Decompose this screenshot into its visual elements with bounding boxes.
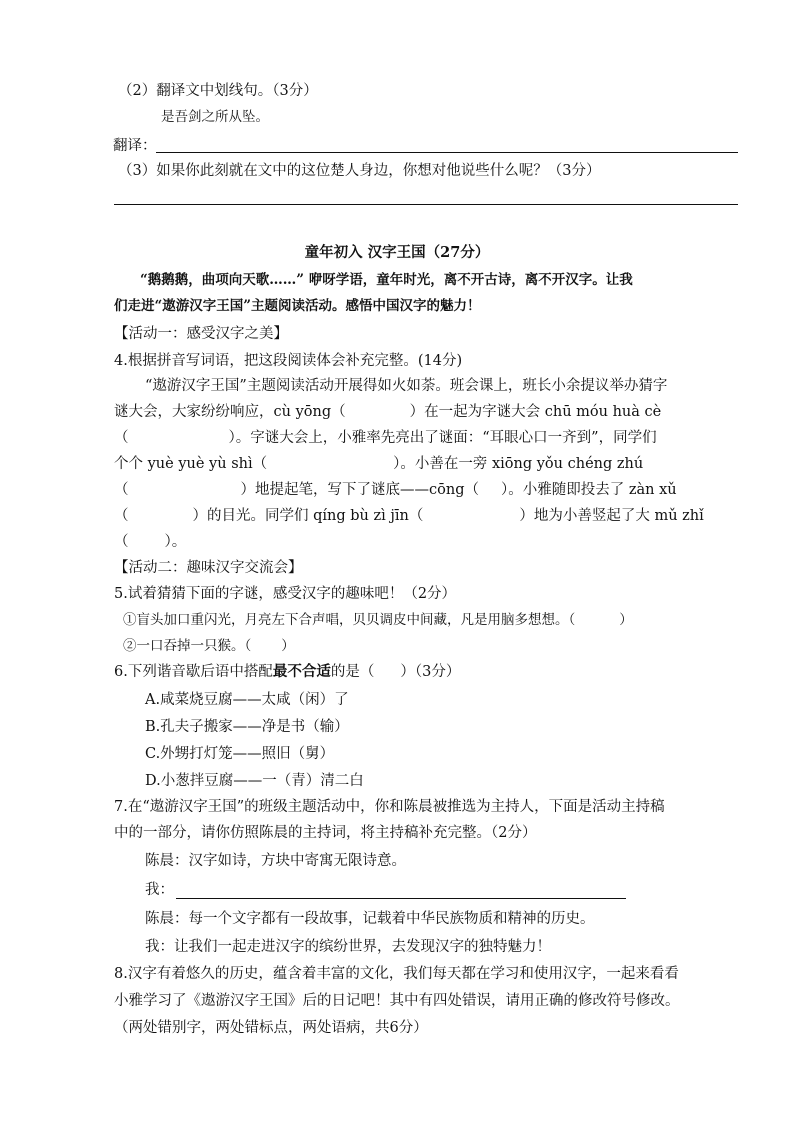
q4-text: ）在一起为字谜大会 chū móu huà cè [409, 404, 662, 420]
q4-text: ）。小善在一旁 xiōng yǒu chéng zhú [393, 456, 644, 472]
q4-label: 4.根据拼音写词语，把这段阅读体会补充完整。(14分) [114, 353, 463, 369]
riddle1-text: ①盲头加口重闪光，月亮左下合声唱，贝贝调皮中间藏，凡是用脑多想想。（ [123, 612, 576, 628]
q8-line3: （两处错别字，两处错标点，两处语病，共6分） [114, 1020, 428, 1036]
q8-line1: 8.汉字有着悠久的历史，蕴含着丰富的文化，我们每天都在学习和使用汉字，一起来看看 [114, 966, 679, 982]
q4-para-line2 [114, 402, 661, 422]
q4-text: ）的目光。同学们 qíng bù zì jīn（ [192, 508, 424, 524]
q2-answer-line[interactable] [156, 152, 738, 153]
q7-me-line2: 我：让我们一起走进汉字的缤纷世界，去发现汉字的独特魅力！ [145, 939, 551, 955]
q6-text: 的是（ [330, 664, 375, 680]
q6-option-b: B.孔夫子搬家——净是书（输） [145, 719, 349, 735]
q7-chen-line2: 陈晨：每一个文字都有一段故事，记载着中华民族物质和精神的历史。 [145, 911, 595, 927]
riddle2-text: ②一口吞掉一只猴。（ [123, 638, 252, 654]
q6-option-c: C.外甥打灯笼——照旧（舅） [145, 746, 335, 762]
q5-riddle2 [123, 636, 295, 656]
q3-answer-line[interactable] [114, 204, 738, 205]
activity2-title: 【活动二：趣味汉字交流会】 [114, 560, 303, 576]
section-title: 童年初入 汉字王国（27分） [304, 244, 490, 261]
q7-line1: 7.在“遨游汉字王国”的班级主题活动中，你和陈晨被推选为主持人，下面是活动主持稿 [114, 799, 665, 815]
q2-sentence: 是吾剑之所从坠。 [161, 109, 269, 125]
q4-text: （ [114, 482, 129, 498]
q8-line2: 小雅学习了《遨游汉字王国》后的日记吧！其中有四处错误，请用正确的修改符号修改。 [114, 993, 680, 1009]
q4-text: ）。字谜大会上，小雅率先亮出了谜面：“耳眼心口一齐到”，同学们 [228, 430, 657, 446]
q7-line2: 中的一部分，请你仿照陈晨的主持词，将主持稿补充完整。（2分） [114, 825, 537, 841]
q7-answer-line[interactable] [176, 898, 626, 899]
q4-text: （ [114, 430, 129, 446]
q4-text: 谜大会，大家纷纷响应，cù yōng（ [114, 404, 346, 420]
q6-option-d: D.小葱拌豆腐——一（青）清二白 [145, 773, 364, 789]
q5-label: 5.试着猜猜下面的字谜，感受汉字的趣味吧！（2分） [114, 586, 457, 602]
q2-translate-label: 翻译： [113, 138, 157, 154]
activity1-title: 【活动一：感受汉字之美】 [114, 326, 288, 342]
q4-text: （ [114, 508, 129, 524]
q4-para-line4 [114, 454, 643, 474]
q4-text: （ [114, 534, 129, 550]
q4-para-line1: “遨游汉字王国”主题阅读活动开展得如火如荼。班会课上，班长小余提议举办猜字 [145, 378, 668, 394]
q7-chen-line1: 陈晨：汉字如诗，方块中寄寓无限诗意。 [145, 853, 406, 869]
riddle2-close: ） [281, 638, 295, 654]
q3-label: （3）如果你此刻就在文中的这位楚人身边，你想对他说些什么呢？（3分） [118, 163, 601, 179]
q2-label: （2）翻译文中划线句。（3分） [118, 83, 318, 99]
q6-emphasis: 最不合适 [272, 663, 331, 680]
q4-para-line3 [114, 428, 657, 448]
q4-text: 个个 yuè yuè yù shì（ [114, 456, 268, 472]
q4-para-line6 [114, 506, 704, 526]
q4-text: ）。 [164, 534, 187, 550]
q4-text: ）。小雅随即投去了 zàn xǔ [500, 482, 677, 498]
q4-para-line5 [114, 480, 677, 500]
riddle1-close: ） [619, 612, 633, 628]
q6-label [114, 662, 460, 682]
q4-para-line7 [114, 532, 186, 552]
q6-option-a: A.咸菜烧豆腐——太咸（闲）了 [145, 692, 349, 708]
section-intro-line1: “鹅鹅鹅，曲项向天歌……” 咿呀学语，童年时光，离不开古诗，离不开汉字。让我 [140, 272, 633, 288]
q7-me-label: 我： [145, 882, 174, 898]
section-intro-line2: 们走进“遨游汉字王国”主题阅读活动。感悟中国汉字的魅力！ [114, 298, 481, 314]
q4-text: ）地为小善竖起了大 mǔ zhǐ [519, 508, 704, 524]
q5-riddle1 [123, 610, 633, 630]
q4-text: ）地提起笔，写下了谜底——cōng（ [240, 482, 479, 498]
q6-text: 6.下列谐音歇后语中搭配 [114, 664, 273, 680]
q6-text: ）（3分） [400, 664, 461, 680]
